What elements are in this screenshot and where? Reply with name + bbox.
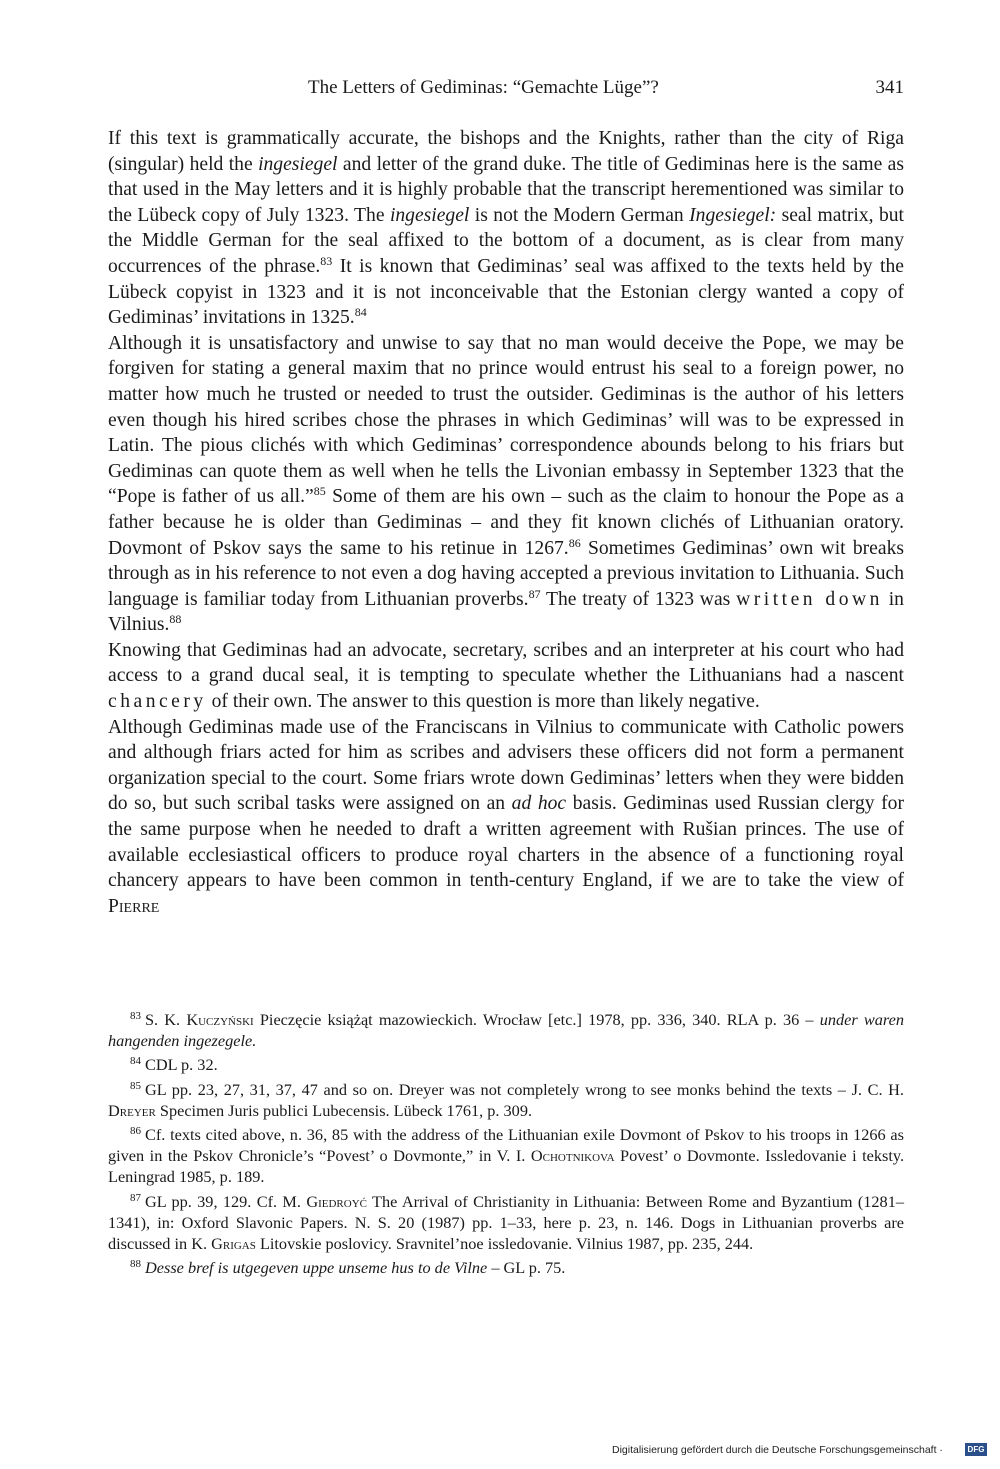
footnote-text: S. K.	[145, 1010, 187, 1029]
paragraph-4	[108, 715, 904, 920]
footnote-text: Specimen Juris publici Lubecensis. Lübeck 1761, p. 309.	[155, 1100, 533, 1120]
p1-e: is not the Modern German	[469, 204, 690, 226]
paragraph-3	[108, 638, 904, 715]
p1-a: If this text is grammatically accurate, the bishops and the Knights, rather than the city of Riga (singular) held the	[108, 128, 904, 175]
footnote-ref-85: 85	[313, 484, 326, 499]
footnote-85	[108, 1076, 904, 1121]
p2-f: in Vilnius.	[108, 588, 904, 636]
digitization-credit: Digitalisierung gefördert durch die Deutsche Forschungsgemeinschaft ·	[612, 1444, 943, 1456]
p2-b: Some of them are his own – such as the claim to honour the Pope as a father because he is older than Gediminas – and they fit known clichés of Lithuanian oratory. Dovmont of Pskov says the same to his retinue in 1267.	[108, 486, 904, 559]
footnote-text: CDL p. 32.	[145, 1055, 218, 1075]
p2-a: Although it is unsatisfactory and unwise to say that no man would deceive the Pope, we may be forgiven for stating a general maxim that no prince would entrust his seal to a foreign power, no matter how much he trusted or needed to trust the outsider. Gediminas is the author of his letters even though his hired scribes chose the phrases in which Gediminas’ will was to be expressed in Latin. The pious clichés with which Gediminas’ correspondence abounds belong to his friars but Gediminas can quote them as well when he tells the Livonian embassy in September 1323 that the “Pope is father of us all.”	[108, 332, 904, 508]
footnote-text: The Arrival of Christianity in Lithuania: Between Rome and Byzantium (1281–1341), in: Oxford Slavonic Papers. N. S. 20 (1987) pp. 1–33, here p. 23, n. 146. Dogs in Lithuanian proverbs are discussed in K.	[108, 1191, 904, 1254]
footnote-ref-87: 87	[528, 586, 541, 601]
p2-c: Sometimes Gediminas’ own wit breaks through as in his reference to not even a dog having accepted a previous invitation to Lithuania. Such language is familiar today from Lithuanian proverbs.	[108, 537, 904, 610]
footnote-text: – GL p. 75.	[487, 1258, 566, 1278]
author-name: Ochotnikova	[530, 1146, 615, 1166]
footnote-ref-83: 83	[320, 253, 333, 268]
author-name: Dreyer	[108, 1100, 156, 1120]
footnote-number: 84	[130, 1055, 141, 1068]
p2-e-spaced: written down	[736, 588, 883, 610]
running-title: The Letters of Gediminas: “Gemachte Lüge”?	[308, 77, 659, 98]
quotation: under waren hangenden ingezegele.	[108, 1010, 904, 1051]
p1-c: and letter of the grand duke. The title of Gediminas here is the same as that used in the May letters and it is highly probable that the transcript herementioned was similar to the Lübeck copy of July 1323. The	[108, 153, 905, 226]
dfg-logo-icon: DFG	[965, 1443, 987, 1456]
p3-c: of their own. The answer to this question is more than likely negative.	[206, 691, 760, 713]
p1-f: Ingesiegel:	[689, 204, 777, 226]
footnote-84	[108, 1051, 904, 1075]
paragraph-2	[108, 331, 904, 638]
footnote-text: GL pp. 23, 27, 31, 37, 47 and so on. Dreyer was not completely wrong to see monks behind the texts – J. C. H.	[145, 1079, 904, 1099]
footnote-ref-88: 88	[169, 612, 182, 627]
footnote-88	[108, 1254, 904, 1278]
p1-h: It is known that Gediminas’ seal was affixed to the texts held by the Lübeck copyist in 1323 and it is not inconceivable that the Estonian clergy wanted a copy of Gediminas’ invitations in 1325.	[108, 255, 904, 329]
p1-d: ingesiegel	[389, 204, 470, 226]
footnote-text: Pieczęcie książąt mazowieckich. Wrocław [etc.] 1978, pp. 336, 340. RLA p. 36 –	[253, 1010, 820, 1029]
footnote-ref-84: 84	[354, 305, 367, 320]
p1-g: seal matrix, but the Middle German for the seal affixed to the bottom of a document, as is clear from many occurrences of the phrase.	[108, 204, 904, 277]
footnotes	[108, 1006, 904, 1278]
page-number: 341	[875, 77, 904, 98]
p1-b: ingesiegel	[258, 153, 338, 175]
p4-c: basis. Gediminas used Russian clergy for the same purpose when he needed to draft a written agreement with Rušian princes. The use of available ecclesiastical officers to produce royal charters in the absence of a functioning royal chancery appears to have been common in tenth-century England, if we are to take the view of	[108, 793, 904, 892]
footnote-ref-86: 86	[568, 535, 581, 550]
p4-a: Although Gediminas made use of the Franciscans in Vilnius to communicate with Catholic powers and although friars acted for him as scribes and advisers these officers did not form a permanent organization special to the court. Some friars wrote down Gediminas’ letters when they were bidden do so, but such scribal tasks were assigned on an	[108, 716, 904, 815]
author-name: Grigas	[211, 1234, 256, 1254]
author-name: Kuczyński	[186, 1010, 254, 1029]
footnote-number: 88	[130, 1258, 141, 1271]
footnote-number: 86	[130, 1125, 141, 1138]
footnote-text: Povest’ o Dovmonte. Issledovanie i teksty. Leningrad 1985, p. 189.	[108, 1146, 905, 1187]
footnote-number: 83	[130, 1010, 141, 1022]
p4-d: Pierre	[108, 895, 160, 917]
footnote-86	[108, 1121, 904, 1188]
footnote-text: Cf. texts cited above, n. 36, 85 with the address of the Lithuanian exile Dovmont of Pskov to his troops in 1266 as given in the Pskov Chronicle’s “Povest’ o Dovmonte,” in V. I.	[108, 1125, 904, 1166]
footnote-text: GL pp. 39, 129. Cf. M.	[145, 1191, 307, 1211]
footnote-text: Litovskie poslovicy. Sravnitel’noe issledovanie. Vilnius 1987, pp. 235, 244.	[255, 1234, 754, 1254]
p3-a: Knowing that Gediminas had an advocate, secretary, scribes and an interpreter at his court who had access to a grand ducal seal, it is tempting to speculate whether the Lithuanians had a nascent	[108, 639, 904, 687]
footnote-87	[108, 1188, 904, 1255]
footnote-number: 87	[130, 1191, 141, 1204]
footnote-number: 85	[130, 1079, 141, 1092]
footnote-83	[108, 1006, 904, 1051]
main-text	[108, 126, 904, 919]
paragraph-1	[108, 126, 904, 331]
p4-b: ad hoc	[511, 793, 567, 815]
p3-b-spaced: chancery	[108, 691, 207, 713]
p2-d: The treaty of 1323 was	[540, 588, 737, 610]
quotation: Desse bref is utgegeven uppe unseme hus to de Vilne	[145, 1258, 488, 1278]
author-name: Giedroyć	[306, 1191, 367, 1211]
